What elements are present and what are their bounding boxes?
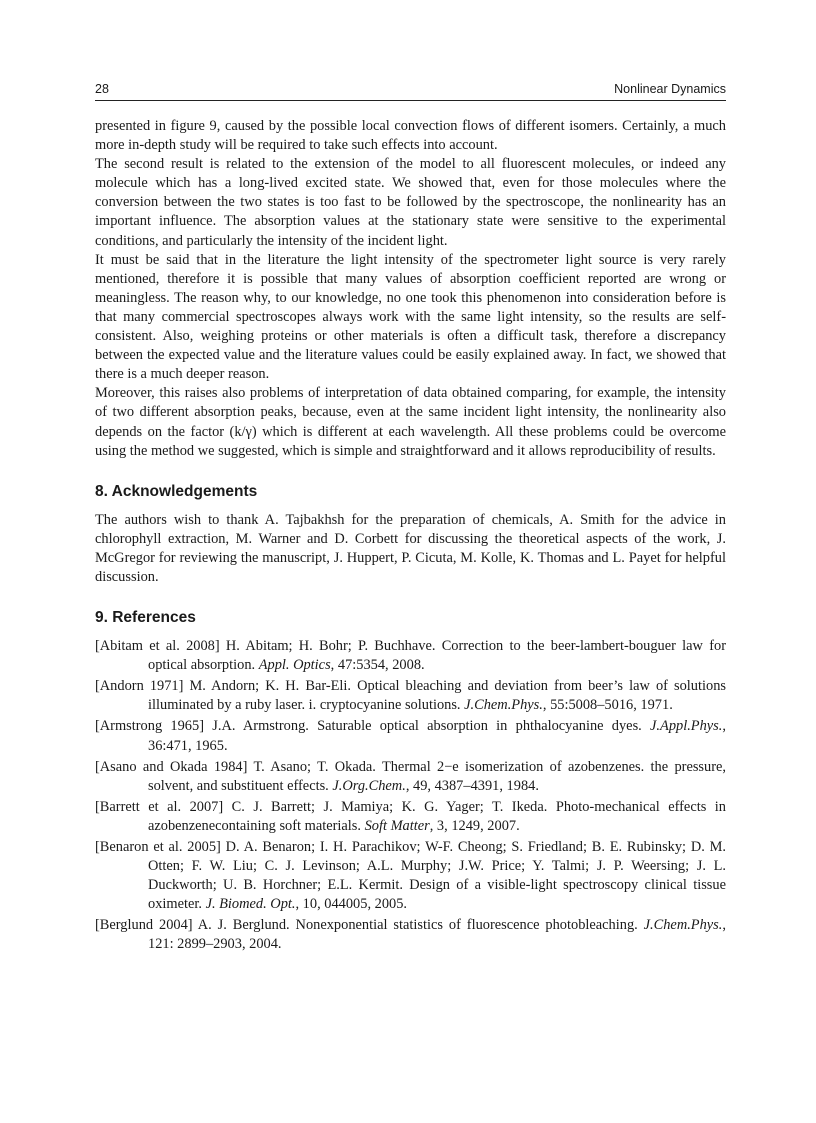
- reference-journal: J.Chem.Phys.: [643, 917, 723, 934]
- body-paragraph: It must be said that in the literature the light intensity of the spectrometer light source is very rarely mentioned, therefore it is possible that many values of absorption coefficient reported are wrong or meaningless. The reason why, to our knowledge, no one took this phenomenon into consideration before is that many commercial spectroscopes always work with the same light intensity, so the results are self-consistent. Also, weighing proteins or other materials is often a difficult task, therefore a discrepancy between the expected value and the literature values could be easily explained away. In fact, we showed that there is a much deeper reason.: [95, 251, 726, 383]
- reference-details: , 47:5354, 2008.: [330, 657, 425, 674]
- reference-list: [95, 637, 726, 955]
- body-paragraph: Moreover, this raises also problems of interpretation of data obtained comparing, for example, the intensity of two different absorption peaks, because, even at the same incident light intensity, the nonlinearity also depends on the factor (k/γ) which is different at each wavelength. All these problems could be overcome using the method we suggested, which is simple and straightforward and it allows reproducibility of results.: [95, 385, 726, 459]
- reference-text: [Barrett et al. 2007] C. J. Barrett; J. Mamiya; K. G. Yager; T. Ikeda. Photo-mechanical effects in azobenzenecontaining soft materials.: [95, 798, 726, 834]
- reference-details: , 49, 4387–4391, 1984.: [405, 777, 539, 794]
- page-body: [95, 117, 726, 957]
- acknowledgements-heading: 8. Acknowledgements: [95, 482, 258, 500]
- reference-item: [95, 717, 726, 755]
- page-header: [95, 80, 726, 101]
- reference-journal: J.Appl.Phys.: [650, 718, 723, 735]
- body-paragraph: The second result is related to the extension of the model to all fluorescent molecules, or indeed any molecule which has a long-lived excited state. We showed that, even for those molecules where the conversion between the two states is too fast to be followed by the spectroscope, the nonlinearity has an important influence. The absorption values at the stationary state were sensitive to the experimental conditions, and particularly the intensity of the incident light.: [95, 156, 726, 249]
- running-title: Nonlinear Dynamics: [614, 82, 726, 96]
- reference-text: [Armstrong 1965] J.A. Armstrong. Saturable optical absorption in phthalocyanine dyes.: [95, 718, 651, 735]
- reference-journal: J.Org.Chem.: [332, 777, 406, 794]
- reference-journal: J.Chem.Phys.: [464, 697, 543, 714]
- reference-journal: J. Biomed. Opt.: [205, 896, 296, 913]
- reference-details: , 36:471, 1965.: [148, 718, 726, 754]
- reference-details: , 121: 2899–2903, 2004.: [148, 917, 726, 953]
- references-heading: 9. References: [95, 609, 196, 627]
- reference-details: , 55:5008–5016, 1971.: [542, 697, 673, 714]
- reference-text: [Benaron et al. 2005] D. A. Benaron; I. H. Parachikov; W-F. Cheong; S. Friedland; B. E. Rubinsky; D. M. Otten; F. W. Liu; C. J. Levinson; A.L. Murphy; J.W. Price; Y. Talmi; J. P. Weersing; J. L. Duckworth; U. B. Horchner; E.L. Kermit. Design of a visible-light spectroscopy clinical tissue oximeter.: [95, 839, 726, 913]
- reference-text: [Asano and Okada 1984] T. Asano; T. Okada. Thermal 2−e isomerization of azobenzenes. the pressure, solvent, and substituent effects.: [95, 758, 726, 794]
- reference-item: [95, 758, 726, 796]
- acknowledgements-text: The authors wish to thank A. Tajbakhsh for the preparation of chemicals, A. Smith for the advice in chlorophyll extraction, M. Warner and D. Corbett for discussing the theoretical aspects of the work, J. McGregor for reviewing the manuscript, J. Huppert, P. Cicuta, M. Kolle, K. Thomas and L. Payet for helpful discussion.: [95, 511, 726, 585]
- reference-details: , 3, 1249, 2007.: [429, 817, 520, 834]
- reference-item: [95, 838, 726, 914]
- body-paragraph: presented in figure 9, caused by the possible local convection flows of different isomers. Certainly, a much more in-depth study will be required to take such effects into account.: [95, 118, 726, 154]
- reference-item: [95, 637, 726, 675]
- page-number: 28: [95, 82, 109, 96]
- reference-details: , 10, 044005, 2005.: [295, 896, 408, 913]
- reference-text: [Berglund 2004] A. J. Berglund. Nonexponential statistics of fluorescence photobleaching.: [95, 917, 644, 934]
- reference-item: [95, 798, 726, 836]
- reference-item: [95, 916, 726, 954]
- reference-journal: Appl. Optics: [258, 657, 331, 674]
- reference-journal: Soft Matter: [364, 817, 430, 834]
- reference-item: [95, 677, 726, 715]
- reference-text: [Andorn 1971] M. Andorn; K. H. Bar-Eli. Optical bleaching and deviation from beer’s law of solutions illuminated by a ruby laser. i. cryptocyanine solutions.: [95, 678, 726, 714]
- reference-text: [Abitam et al. 2008] H. Abitam; H. Bohr; P. Buchhave. Correction to the beer-lambert-bouguer law for optical absorption.: [95, 638, 726, 674]
